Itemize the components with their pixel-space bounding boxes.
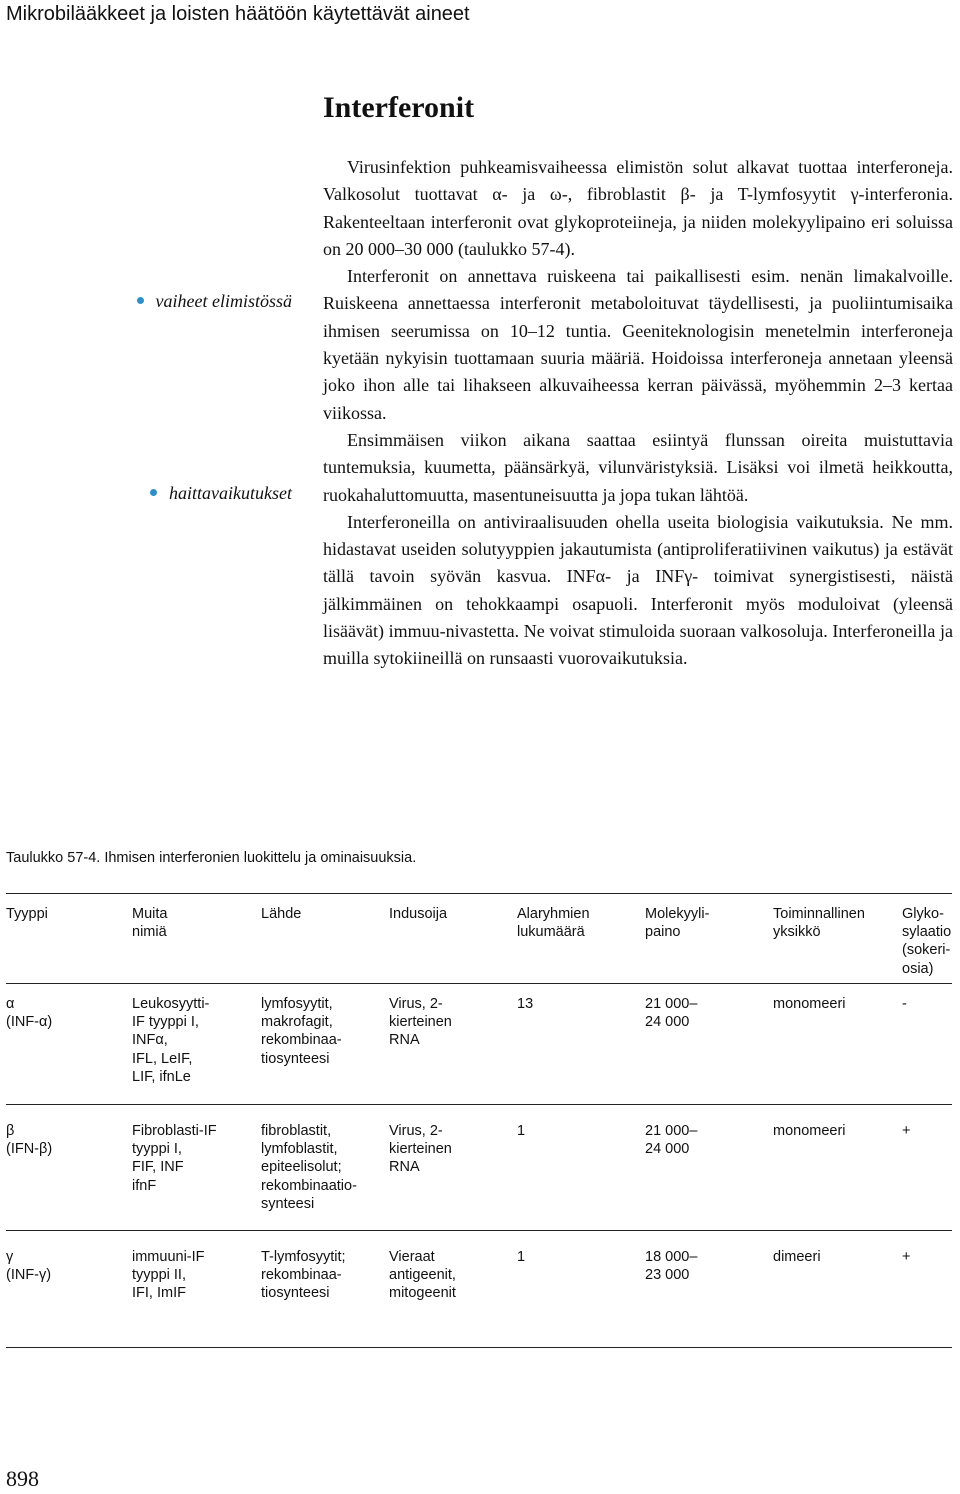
table-cell: Virus, 2- kierteinen RNA [389,996,452,1049]
table-cell: immuuni-IF tyyppi II, IFI, ImIF [132,1249,205,1302]
table-cell: Fibroblasti-IF tyyppi I, FIF, INF ifnF [132,1123,217,1194]
table-cell: γ (INF-γ) [6,1249,52,1284]
table-cell: - [902,996,907,1012]
table-caption: Taulukko 57-4. Ihmisen interferonien luokittelu ja ominaisuuksia. [6,850,417,866]
margin-note-label: haittavaikutukset [169,483,292,503]
table-cell: 1 [517,1123,526,1139]
margin-note-label: vaiheet elimistössä [155,291,292,311]
section-title: Interferonit [323,91,475,124]
table-cell: + [902,1249,911,1265]
running-header: Mikrobilääkkeet ja loisten häätöön käytettävät aineet [6,3,470,25]
table-cell: 18 000– 23 000 [645,1249,698,1284]
header-cell-functional-unit: Toiminnallinen yksikkö [773,906,865,941]
table-cell: Leukosyytti- IF tyyppi I, INFα, IFL, LeIF, LIF, ifnLe [132,996,210,1085]
header-cell-molecular-weight: Molekyyli- paino [645,906,710,941]
table-cell: T-lymfosyytit; rekombinaa- tiosynteesi [261,1249,346,1302]
table-cell: 13 [517,996,534,1012]
header-cell-glycosylation: Glyko- sylaatio (sokeri- osia) [902,906,952,977]
bullet-icon [137,297,144,304]
table-cell: β (IFN-β) [6,1123,53,1158]
paragraph: Interferonit on annettava ruiskeena tai paikallisesti esim. nenän limakalvoille. Ruiskeena annettaessa interferonit metaboloituvat täydellisesti, ja puoliintumisaika ihmisen seerumissa on 10–12 tuntia. Geeniteknologisin menetelmin interferoneja kyetään nykyisin tuottamaan suuria määriä. Hoidoissa interferoneja annetaan yleensä joko ihon alle tai lihakseen alkuvaiheessa kerran päivässä, myöhemmin 2–3 kertaa viikossa. [323,266,953,423]
table-cell: α (INF-α) [6,996,53,1031]
table-cell: 21 000– 24 000 [645,996,698,1031]
table-cell: monomeeri [773,996,846,1012]
table-cell: lymfosyytit, makrofagit, rekombinaa- tiosynteesi [261,996,342,1067]
page-number: 898 [6,1466,39,1491]
header-cell-source: Lähde [261,906,302,922]
header-cell-other-names: Muita nimiä [132,906,168,941]
header-cell-type: Tyyppi [6,906,48,922]
table-cell: Vieraat antigeenit, mitogeenit [389,1249,456,1302]
table-cell: fibroblastit, lymfoblastit, epiteelisolut; rekombinaatio- synteesi [261,1123,357,1212]
paragraph: Ensimmäisen viikon aikana saattaa esiintyä flunssan oireita muistuttavia tuntemuksia, kuumetta, päänsärkyä, vilunväristyksiä. Lisäksi voi ilmetä heikkoutta, ruokahaluttomuutta, masentuneisuutta ja jopa tukan lähtöä. [323,429,953,505]
bullet-icon [150,489,157,496]
header-cell-inducer: Indusoija [389,906,448,922]
header-cell-subgroups: Alaryhmien lukumäärä [517,906,590,941]
paragraph: Virusinfektion puhkeamisvaiheessa elimistön solut alkavat tuottaa interferoneja. Valkosolut tuottavat α- ja ω-, fibroblastit β- ja T-lymfosyytit γ-interferonia. Rakenteeltaan interferonit ovat glykoproteiineja, ja niiden molekyylipaino eri soluissa on 20 000–30 000 (taulukko 57-4). [323,157,953,259]
table-cell: monomeeri [773,1123,846,1139]
table-cell: 21 000– 24 000 [645,1123,698,1158]
body-text [323,154,953,673]
paragraph: Interferoneilla on antiviraalisuuden ohella useita biologisia vaikutuksia. Ne mm. hidastavat useiden solutyyppien jakautumista (antiproliferatiivinen vaikutus) ja estävät tällä tavoin syövän kasvua. INFα- ja INFγ- toimivat synergistisesti, näistä jälkimmäinen on tehokkaampi osapuoli. Interferonit myös moduloivat (yleensä lisäävät) immuu-nivastetta. Ne voivat stimuloida suoraan valkosoluja. Interferoneilla ja muilla sytokiineillä on runsaasti vuorovaikutuksia. [323,511,953,669]
table-cell: + [902,1123,911,1139]
margin-note-phases [137,288,292,315]
table-rule-top [6,893,952,894]
table-rule-row [6,1230,952,1231]
table-rule-header [6,983,952,984]
table-rule-row [6,1104,952,1105]
margin-note-side-effects [150,480,292,507]
table-cell: Virus, 2- kierteinen RNA [389,1123,452,1176]
table-cell: 1 [517,1249,526,1265]
table-cell: dimeeri [773,1249,821,1265]
table-rule-bottom [6,1347,952,1348]
